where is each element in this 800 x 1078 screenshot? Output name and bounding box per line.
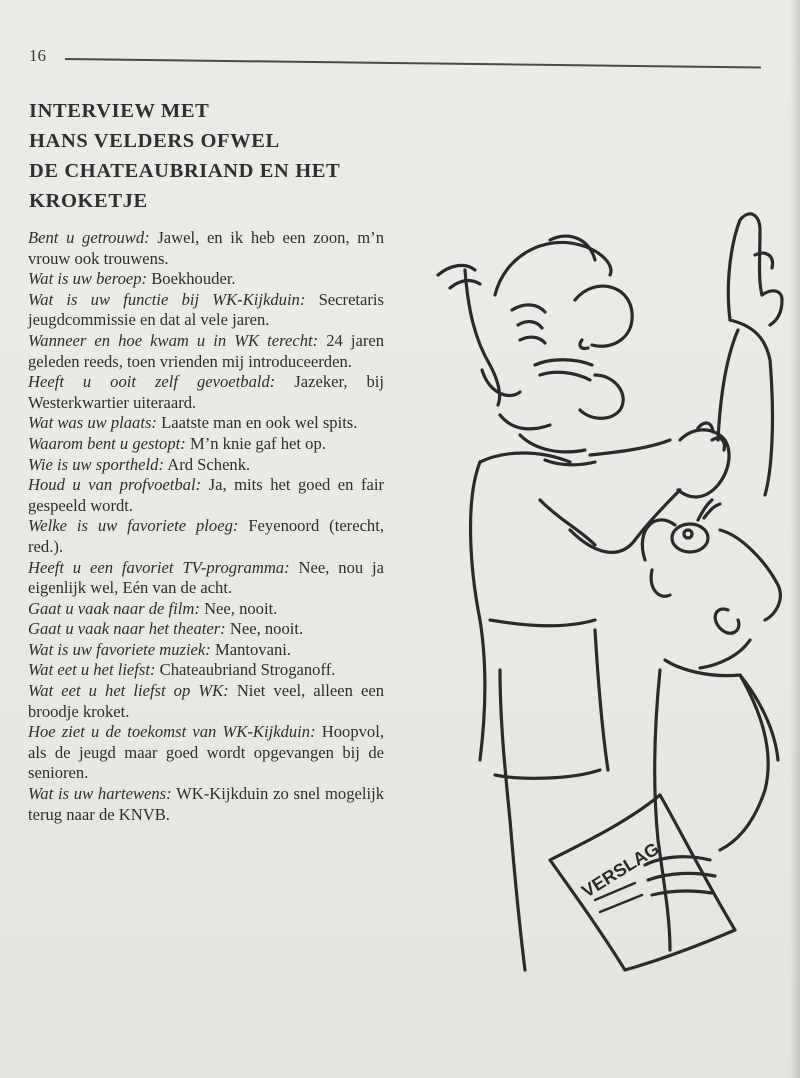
question: Wat was uw plaats: xyxy=(28,413,157,433)
answer: Ard Schenk. xyxy=(167,454,251,474)
qa-item xyxy=(28,455,384,476)
article-title xyxy=(29,96,389,216)
title-line: KROKETJE xyxy=(29,190,148,212)
qa-item xyxy=(28,660,384,681)
question: Hoe ziet u de toekomst van WK-Kijkduin: xyxy=(28,722,316,742)
question: Wat is uw functie bij WK-Kijkduin: xyxy=(28,289,306,309)
question: Wat eet u het liefst op WK: xyxy=(28,681,229,701)
page-number: 16 xyxy=(29,46,46,65)
qa-item xyxy=(28,681,384,722)
qa-item xyxy=(28,413,384,434)
qa-item xyxy=(28,516,384,557)
interview-body xyxy=(28,228,384,825)
answer: Mantovani. xyxy=(214,639,292,659)
qa-item xyxy=(28,619,384,640)
answer: Hoopvol, als de jeugd maar goed wordt opgevangen bij de senioren. xyxy=(28,722,384,783)
qa-item xyxy=(28,269,384,290)
title-line: HANS VELDERS OFWEL xyxy=(29,130,280,152)
answer: Jawel, en ik heb een zoon, m’n vrouw ook trouwens. xyxy=(28,228,384,268)
question: Wanneer en hoe kwam u in WK terecht: xyxy=(28,330,319,350)
page-header xyxy=(29,46,769,70)
answer: Feyenoord (terecht, red.). xyxy=(28,516,384,556)
qa-item xyxy=(28,372,384,413)
answer: Boekhouder. xyxy=(151,269,236,289)
answer: Laatste man en ook wel spits. xyxy=(161,413,358,433)
title-line: DE CHATEAUBRIAND EN HET xyxy=(29,160,341,182)
qa-item xyxy=(28,228,384,269)
qa-item xyxy=(28,331,384,372)
question: Wie is uw sportheld: xyxy=(28,454,164,474)
question: Wat is uw beroep: xyxy=(28,269,148,289)
qa-item xyxy=(28,475,384,516)
qa-item xyxy=(28,599,384,620)
answer: Nee, nou ja eigenlijk wel, Eén van de acht. xyxy=(28,557,385,598)
answer: Niet veel, alleen een broodje kroket. xyxy=(28,681,384,721)
qa-item xyxy=(28,434,384,455)
paper-label: VERSLAG xyxy=(578,838,663,902)
cartoon-drawing xyxy=(420,200,800,980)
answer: Jazeker, bij Westerkwartier uiteraard. xyxy=(28,372,385,412)
answer: Nee, nooit. xyxy=(229,619,304,639)
question: Bent u getrouwd: xyxy=(28,228,150,247)
question: Wat eet u het liefst: xyxy=(28,660,156,680)
question: Gaat u vaak naar het theater: xyxy=(28,619,226,639)
qa-item xyxy=(28,640,384,661)
qa-item xyxy=(28,290,384,331)
question: Waarom bent u gestopt: xyxy=(28,433,186,453)
answer: WK-Kijkduin zo snel mogelijk terug naar de KNVB. xyxy=(28,784,384,824)
question: Wat is uw favoriete muziek: xyxy=(28,639,211,659)
question: Wat is uw hartewens: xyxy=(28,784,172,804)
answer: Chateaubriand Stroganoff. xyxy=(159,660,336,680)
qa-item xyxy=(28,722,384,784)
answer: 24 jaren geleden reeds, toen vrienden mij introduceerden. xyxy=(28,330,385,371)
title-line: INTERVIEW MET xyxy=(29,100,210,122)
question: Welke is uw favoriete ploeg: xyxy=(28,516,239,536)
question: Heeft u ooit zelf gevoetbald: xyxy=(28,372,276,392)
question: Gaat u vaak naar de film: xyxy=(28,598,200,618)
header-rule xyxy=(65,58,761,68)
answer: Secretaris jeugdcommissie en dat al vele jaren. xyxy=(28,289,384,330)
answer: Ja, mits het goed en fair gespeeld wordt. xyxy=(28,475,384,515)
answer: M’n knie gaf het op. xyxy=(189,433,326,453)
question: Houd u van profvoetbal: xyxy=(28,475,202,495)
answer: Nee, nooit. xyxy=(204,598,278,618)
qa-item xyxy=(28,558,384,599)
question: Heeft u een favoriet TV-programma: xyxy=(28,557,290,577)
qa-item xyxy=(28,784,384,825)
cartoon-illustration xyxy=(420,200,800,980)
